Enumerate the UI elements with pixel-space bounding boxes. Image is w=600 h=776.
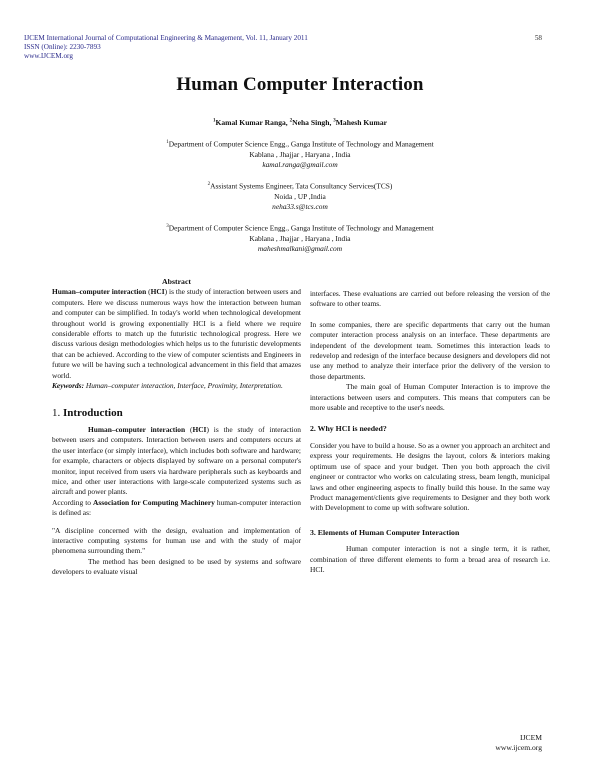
affiliation-1-line1: Department of Computer Science Engg., Ganga Institute of Technology and Management xyxy=(168,139,434,149)
affiliation-3-email: maheshmalkani@gmail.com xyxy=(257,244,343,254)
section-2-heading: 2. Why HCI is needed? xyxy=(310,424,387,434)
intro-paragraph-2 xyxy=(52,498,301,519)
section-3-text: Human computer interaction is not a single term, it is rather, combination of three different elements to form a broad area of research i.e. HCI. xyxy=(310,544,550,574)
abstract-paren: ( xyxy=(146,287,151,297)
right-paragraph-1: interfaces. These evaluations are carried out before releasing the version of the software to other teams. xyxy=(310,289,550,309)
acm-quote: "A discipline concerned with the design, evaluation and implementation of interactive computing systems for human use and with the study of major phenomena surrounding them." xyxy=(52,525,301,556)
abstract-heading: Abstract xyxy=(161,277,191,286)
abstract-abbr: HCI xyxy=(150,287,165,297)
intro-body: ) is the study of interaction between users and computers. Interaction between users and computers occurs at the user interface (or simply interface), which includes both software and hardware; for example, characters or objects displayed by software on a personal computer's monitor, input received from users via hardware peripherals such as keyboards and mice, and other user interactions with large-scale computerized systems such as aircraft and power plants. xyxy=(52,424,302,497)
paper-title: Human Computer Interaction xyxy=(176,74,424,95)
intro-abbr: HCI xyxy=(192,424,207,434)
footer-journal: IJCEM xyxy=(520,733,542,742)
journal-header xyxy=(24,34,308,61)
affiliation-3-line2: Kablana , Jhajjar , Haryana , India xyxy=(249,233,351,243)
author-1: Kamal Kumar Ranga, xyxy=(215,118,290,127)
abstract-body: ) is the study of interaction between users and computers. Here we discuss numerous ways how the interaction between human and computer can be simplified. In today's world when technological development throughout world is growing exponentially HCI is a field where we require considerable efforts to match up the futuristic technological progress. Here we discuss various design methodologies which helps us to the futuristic developments that can be achieved. According to the view of computer scientists and Engineers in future we will be having such a technological advancement in this field that amazes world. xyxy=(52,287,301,380)
intro-paren: ( xyxy=(185,424,193,434)
page-footer xyxy=(495,733,542,753)
affiliation-2-line1: Assistant Systems Engineer, Tata Consultancy Services(TCS) xyxy=(210,181,393,191)
right-paragraph-3: The main goal of Human Computer Interaction is to improve the interactions between users and computers. This means that computers can be more usable and receptive to the user's needs. xyxy=(310,382,550,413)
affiliation-2 xyxy=(0,180,600,213)
intro-paragraph-3: The method has been designed to be used by systems and software developers to evaluate visual xyxy=(52,556,301,577)
affiliation-1-line2: Kablana , Jhajjar , Haryana , India xyxy=(249,149,351,159)
intro-lead: Human–computer interaction xyxy=(88,424,186,434)
right-column xyxy=(310,289,550,575)
right-paragraph-2: In some companies, there are specific departments that carry out the human computer interaction process analysis on an interface. These departments are independent of the development team. Sometimes this interaction leads to redevelop and redesign of the interface because designers and developers did not use any method to analyze their interface prior the delivery of the version to those departments. xyxy=(310,319,550,381)
intro-p2-pre: According to xyxy=(52,497,94,507)
author-3-sup: 3 xyxy=(333,118,336,124)
affiliation-1-sup: 1 xyxy=(166,140,169,145)
section-3-heading: 3. Elements of Human Computer Interaction xyxy=(310,527,460,537)
affiliation-3-sup: 3 xyxy=(166,224,169,229)
keywords-list: Human–computer interaction, Interface, Proximity, Interpretation. xyxy=(84,381,283,391)
author-2: Neha Singh, xyxy=(292,118,334,127)
acm-name: Association for Computing Machinery xyxy=(93,497,215,507)
affiliation-2-line2: Noida , UP ,India xyxy=(274,191,326,201)
keywords-label: Keywords: xyxy=(52,381,85,391)
section-2-text: Consider you have to build a house. So as a owner you approach an architect and express your requirements. He designs the layout, colors & interiors making optimum use of space and your budget. Then you both approach the civil engineer or contractor who works on calculating stress, beam length, municipal laws and other engineering aspects to finally build this house. In the same way Product management/clients give requirements to Designer and they both work with Development to come up with software solution. xyxy=(310,440,550,513)
journal-title: IJCEM International Journal of Computational Engineering & Management, Vol. 11, January 2011 xyxy=(24,34,308,42)
affiliation-3 xyxy=(0,222,600,255)
footer-website: www.ijcem.org xyxy=(495,743,542,752)
journal-website: www.IJCEM.org xyxy=(24,52,73,60)
affiliation-1 xyxy=(0,138,600,171)
intro-p2-post: human-computer interaction is defined as: xyxy=(52,497,301,518)
affiliation-1-email: kamal.ranga@gmail.com xyxy=(262,160,338,170)
author-list xyxy=(0,118,600,127)
author-1-sup: 1 xyxy=(212,118,216,124)
abstract-lead: Human–computer interaction xyxy=(52,287,147,297)
intro-title: Introduction xyxy=(63,407,123,420)
page-number: 58 xyxy=(534,34,542,42)
intro-paragraph-1 xyxy=(52,425,301,498)
author-2-sup: 2 xyxy=(289,118,293,124)
affiliation-2-email: neha33.s@tcs.com xyxy=(272,202,328,212)
abstract-text xyxy=(52,287,301,381)
author-3: Mahesh Kumar xyxy=(335,118,388,127)
intro-number: 1. xyxy=(52,407,63,420)
keywords xyxy=(52,381,301,391)
affiliation-2-sup: 2 xyxy=(207,182,211,187)
affiliation-3-line1: Department of Computer Science Engg., Ganga Institute of Technology and Management xyxy=(168,223,434,233)
intro-heading xyxy=(52,408,301,418)
left-column xyxy=(52,277,301,578)
journal-issn: ISSN (Online): 2230-7893 xyxy=(24,43,101,51)
